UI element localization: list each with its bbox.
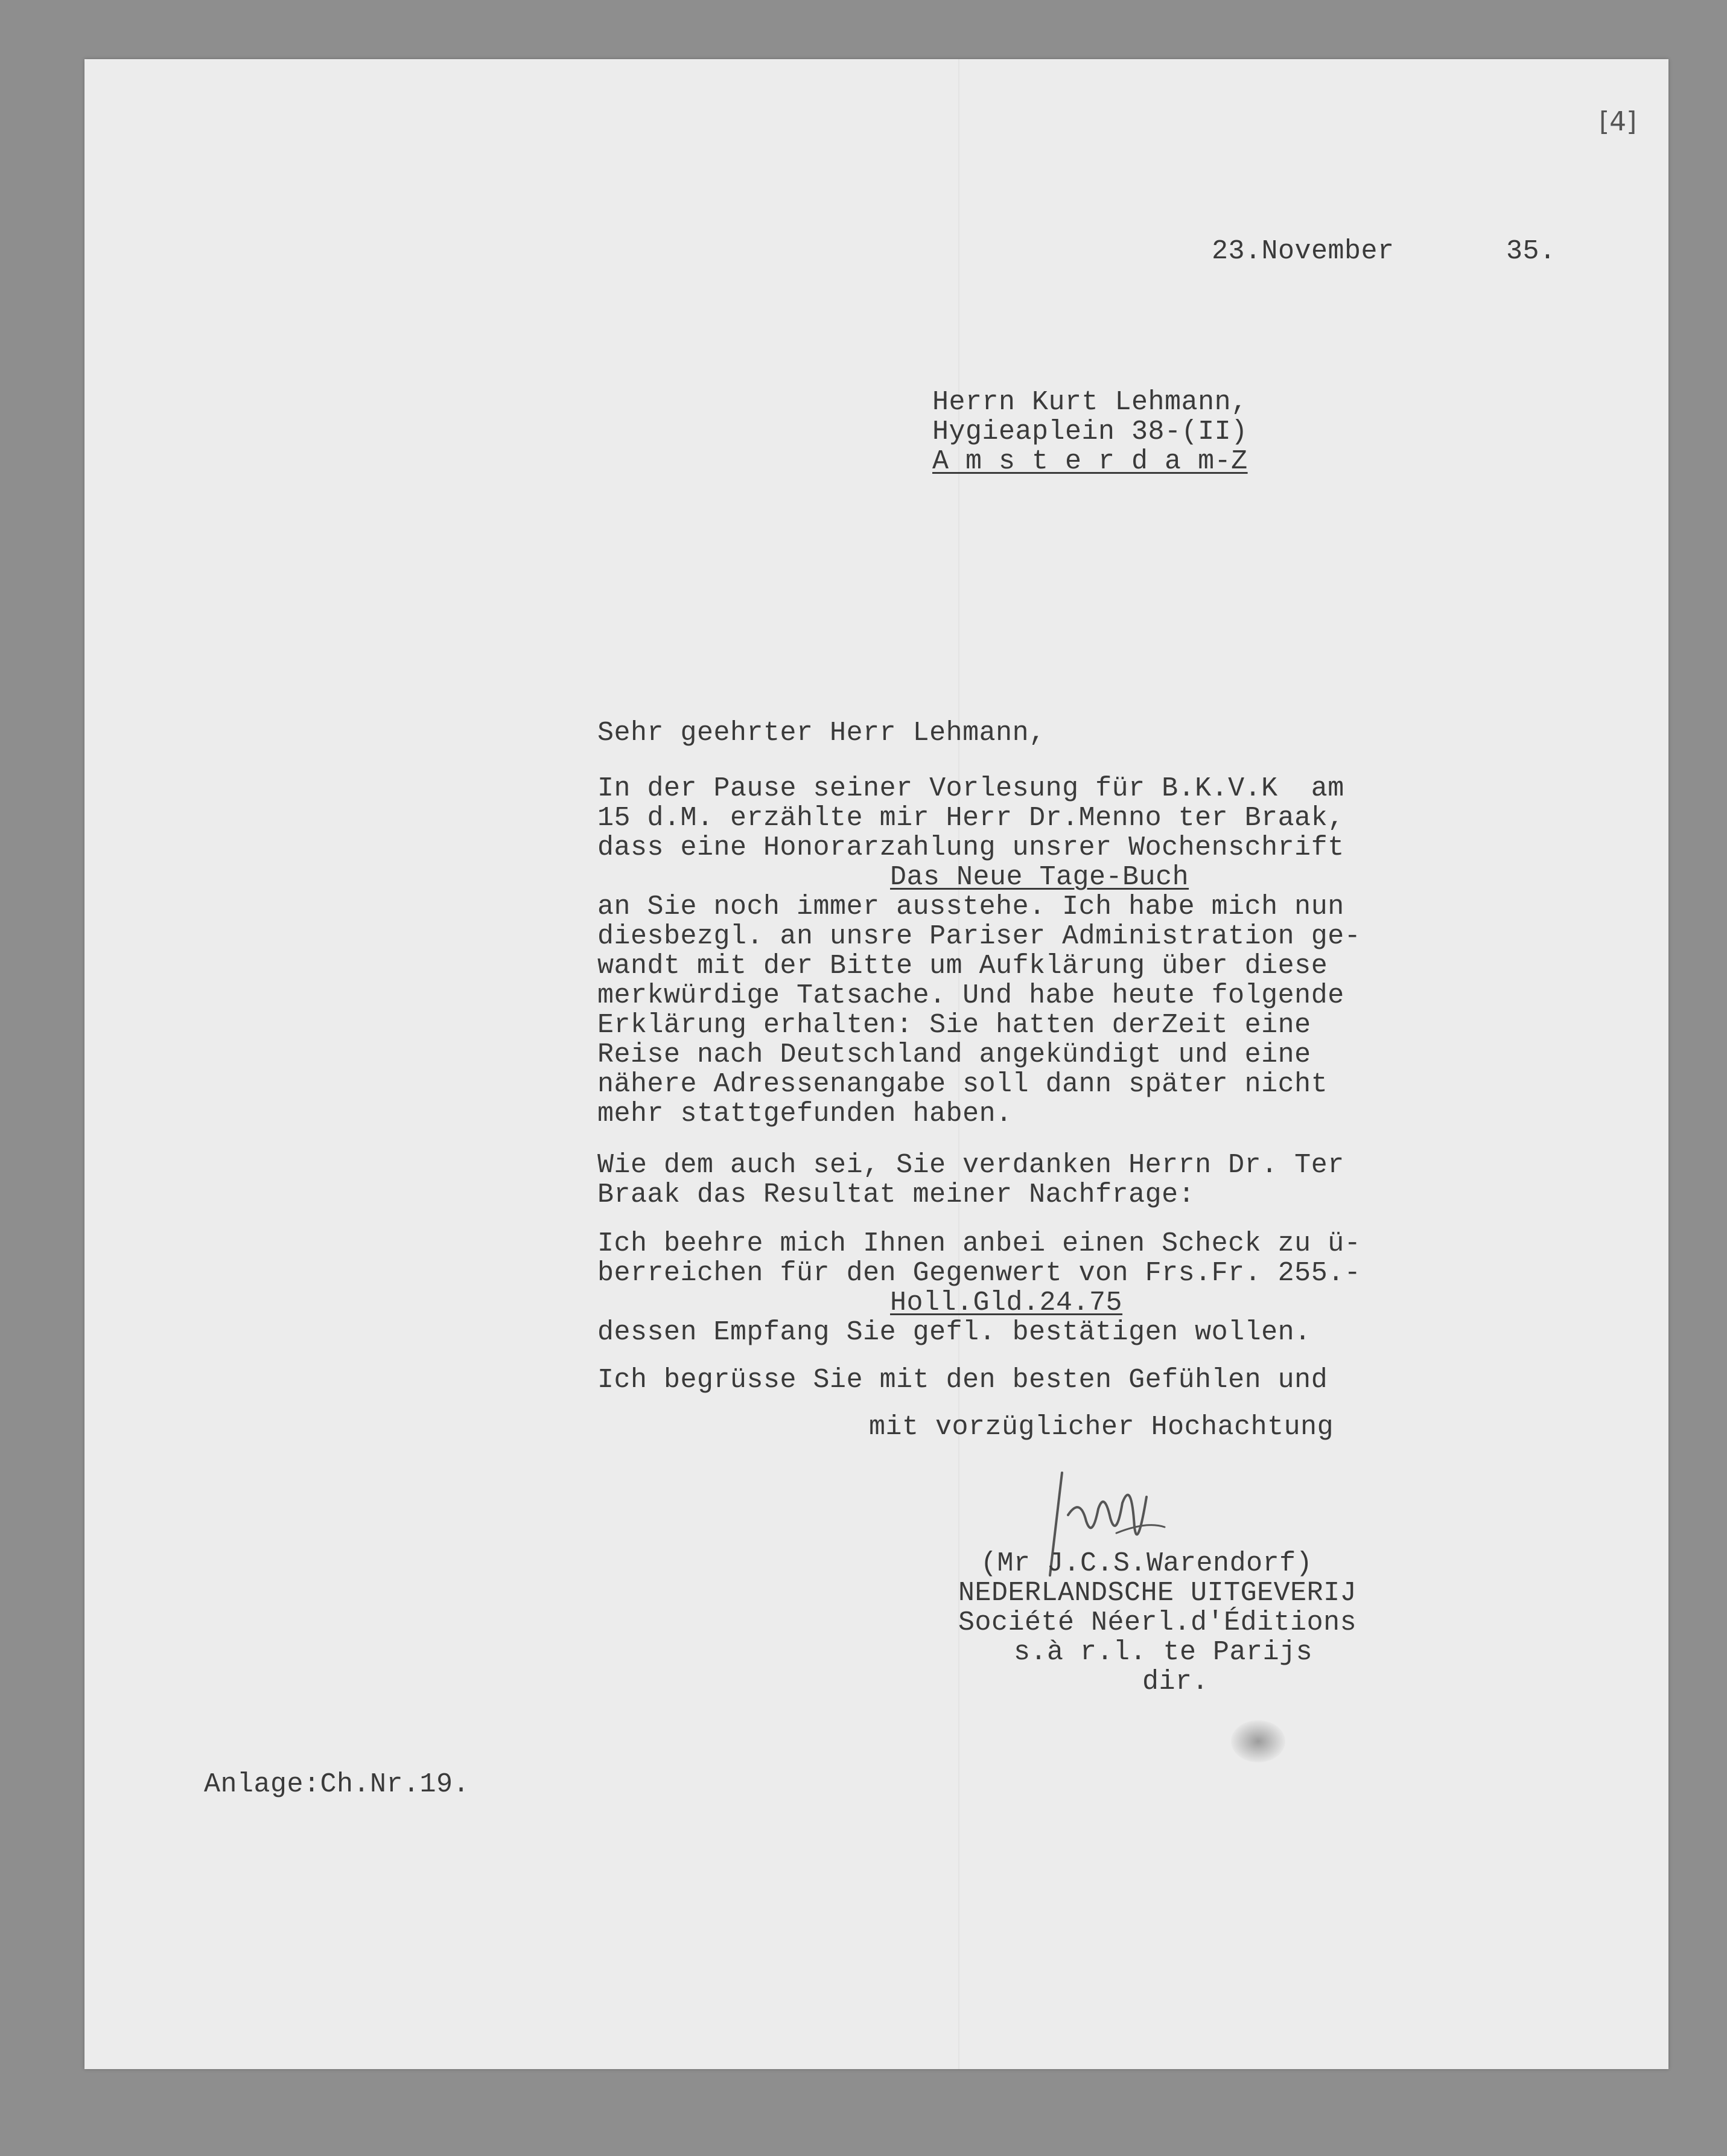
body-line: Erklärung erhalten: Sie hatten derZeit eine — [597, 1010, 1311, 1041]
company-name-french: Société Néerl.d'Éditions — [958, 1607, 1357, 1638]
recipient-city: A m s t e r d a m-Z — [932, 446, 1248, 477]
ink-smudge — [1231, 1720, 1285, 1762]
body-line: nähere Adressenangabe soll dann später nicht — [597, 1069, 1328, 1100]
body-line: 15 d.M. erzählte mir Herr Dr.Menno ter Braak, — [597, 803, 1344, 834]
recipient-name: Herrn Kurt Lehmann, — [932, 387, 1248, 418]
body-line: Braak das Resultat meiner Nachfrage: — [597, 1179, 1195, 1210]
body-line: dessen Empfang Sie gefl. bestätigen wollen. — [597, 1317, 1311, 1348]
body-line: merkwürdige Tatsache. Und habe heute folgende — [597, 980, 1344, 1011]
body-line: Wie dem auch sei, Sie verdanken Herrn Dr. Ter — [597, 1150, 1344, 1181]
closing-formula: mit vorzüglicher Hochachtung — [869, 1412, 1334, 1443]
company-name: NEDERLANDSCHE UITGEVERIJ — [958, 1578, 1357, 1609]
body-line: Reise nach Deutschland angekündigt und eine — [597, 1039, 1311, 1070]
body-line: Ich beehre mich Ihnen anbei einen Scheck zu ü- — [597, 1228, 1361, 1259]
enclosure-note: Anlage:Ch.Nr.19. — [204, 1769, 470, 1800]
body-line: an Sie noch immer ausstehe. Ich habe mich nun — [597, 891, 1344, 922]
body-line: mehr stattgefunden haben. — [597, 1099, 1013, 1129]
journal-title: Das Neue Tage-Buch — [890, 862, 1189, 893]
signer-name: (Mr J.C.S.Warendorf) — [981, 1548, 1313, 1579]
company-legal-form: s.à r.l. te Parijs — [1014, 1637, 1313, 1668]
body-line: berreichen für den Gegenwert von Frs.Fr. 255.- — [597, 1258, 1361, 1289]
recipient-street: Hygieaplein 38-(II) — [932, 416, 1248, 447]
body-line: wandt mit der Bitte um Aufklärung über diese — [597, 951, 1328, 981]
archive-number: [4] — [1599, 106, 1637, 137]
body-line: diesbezgl. an unsre Pariser Administration ge- — [597, 921, 1361, 952]
salutation: Sehr geehrter Herr Lehmann, — [597, 718, 1046, 748]
date-year: 35. — [1506, 236, 1556, 267]
signer-title: dir. — [1142, 1666, 1209, 1697]
closing-line: Ich begrüsse Sie mit den besten Gefühlen und — [597, 1365, 1328, 1395]
amount-guilders: Holl.Gld.24.75 — [890, 1287, 1123, 1318]
body-line: dass eine Honorarzahlung unsrer Wochenschrift — [597, 832, 1344, 863]
body-line: In der Pause seiner Vorlesung für B.K.V.K am — [597, 773, 1344, 804]
date-day-month: 23.November — [1212, 236, 1395, 267]
